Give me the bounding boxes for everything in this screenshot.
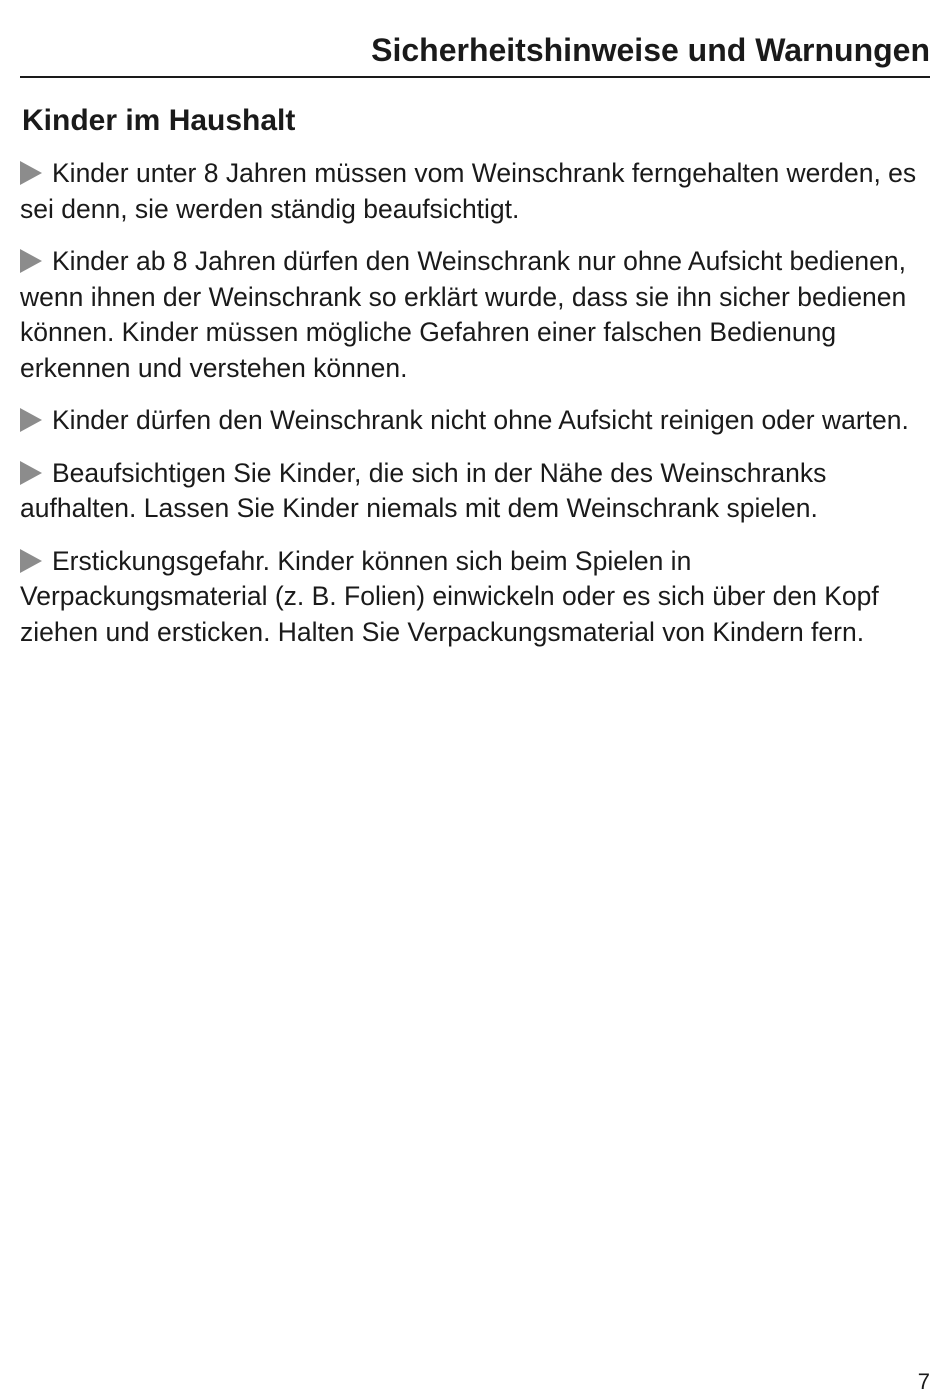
page-title: Sicherheitshinweise und Warnungen — [371, 32, 930, 68]
triangle-right-icon — [20, 161, 42, 185]
page-header — [20, 0, 930, 78]
safety-note-text: Kinder ab 8 Jahren dürfen den Weinschrank nur ohne Aufsicht bedienen, wenn ihnen der Weinschrank so erklärt wurde, dass sie ihn sicher bedienen können. Kinder müssen mögliche Gefahren einer falschen Bedienung erkennen und verstehen können. — [20, 246, 907, 383]
safety-note-text: Beaufsichtigen Sie Kinder, die sich in der Nähe des Weinschranks aufhalten. Lassen Sie Kinder niemals mit dem Weinschrank spielen. — [20, 457, 827, 523]
triangle-right-icon — [20, 549, 42, 573]
triangle-right-icon — [20, 461, 42, 485]
safety-note — [20, 456, 930, 527]
safety-notes-list — [20, 156, 930, 650]
safety-note-text: Kinder dürfen den Weinschrank nicht ohne Aufsicht reinigen oder warten. — [52, 405, 909, 435]
safety-note — [20, 403, 930, 439]
safety-note — [20, 244, 930, 386]
section-children — [20, 100, 930, 667]
triangle-right-icon — [20, 249, 42, 273]
safety-note — [20, 156, 930, 227]
safety-note — [20, 544, 930, 651]
safety-note-text: Erstickungsgefahr. Kinder können sich beim Spielen in Verpackungsmaterial (z. B. Folien) einwickeln oder es sich über den Kopf ziehen und ersticken. Halten Sie Verpackungsmaterial von Kindern fern. — [20, 545, 879, 647]
triangle-right-icon — [20, 408, 42, 432]
page-number: 7 — [917, 1369, 930, 1394]
safety-note-text: Kinder unter 8 Jahren müssen vom Weinschrank ferngehalten werden, es sei denn, sie werden ständig beaufsichtigt. — [20, 158, 917, 224]
section-heading: Kinder im Haushalt — [22, 104, 296, 137]
